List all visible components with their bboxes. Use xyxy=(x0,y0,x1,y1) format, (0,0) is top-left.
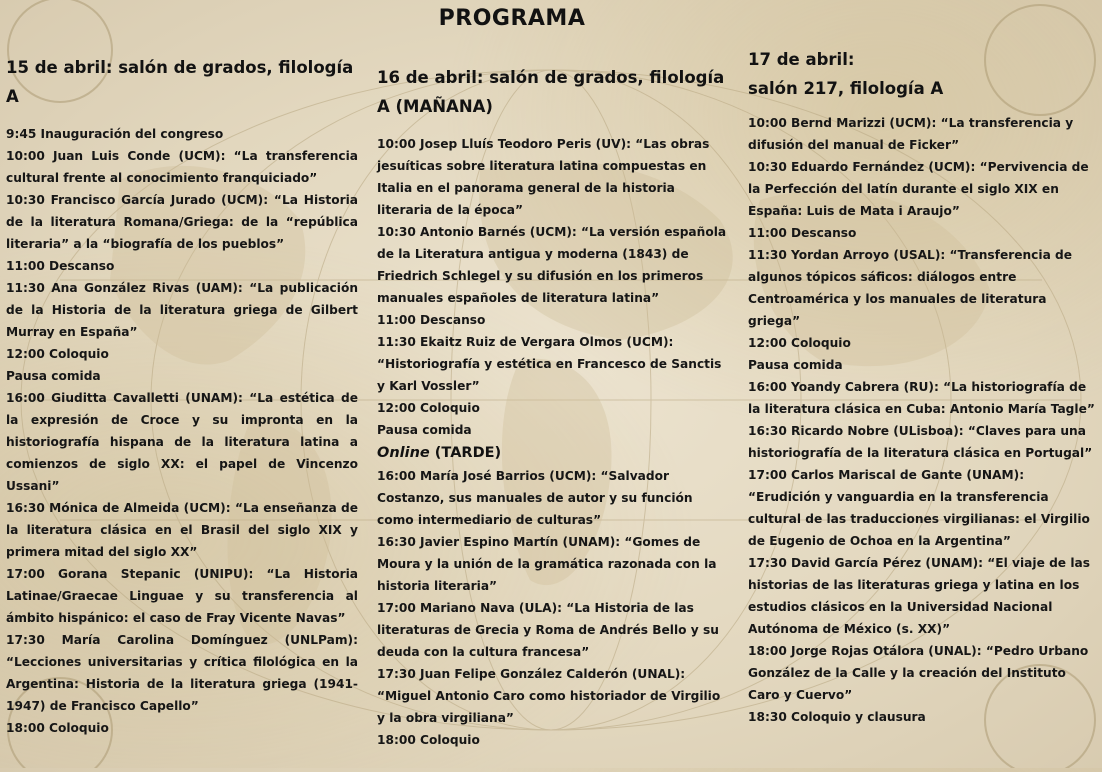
column-heading: 15 de abril: salón de grados, filología A xyxy=(6,58,354,106)
schedule-item: 11:30 Ana González Rivas (UAM): “La publicación de la Historia de la literatura griega de Gilbert Murray en España” xyxy=(6,281,358,339)
schedule-item: 17:30 María Carolina Domínguez (UNLPam): “Lecciones universitarias y crítica filológica en la Argentina: Historia de la literatura griega (1941-1947) de Francisco Capello” xyxy=(6,633,358,713)
schedule-item: 17:30 David García Pérez (UNAM): “El viaje de las historias de las literaturas griega y latina en los estudios clásicos en la Universidad Nacional Autónoma de México (s. XX)” xyxy=(748,556,1090,636)
column-april-16 xyxy=(377,0,732,751)
schedule-item: 11:00 Descanso xyxy=(6,259,115,273)
schedule-item: 18:00 Coloquio xyxy=(377,733,480,747)
schedule-list xyxy=(748,112,1100,728)
schedule-list xyxy=(6,123,358,739)
schedule-item: 12:00 Coloquio xyxy=(748,336,851,350)
schedule-item: 16:00 Giuditta Cavalletti (UNAM): “La estética de la expresión de Croce y su impronta en la historiografía hispana de la literatura latina a comienzos de siglo XX: el papel de Vincenzo Ussani” xyxy=(6,391,358,493)
schedule-item: 16:00 Yoandy Cabrera (RU): “La historiografía de la literatura clásica en Cuba: Antonio María Tagle” xyxy=(748,380,1095,416)
schedule-item: 10:00 Juan Luis Conde (UCM): “La transferencia cultural frente al conocimiento franquiciado” xyxy=(6,149,358,185)
schedule-list-morning xyxy=(377,133,732,441)
column-heading xyxy=(748,45,1100,103)
schedule-item: 17:30 Juan Felipe González Calderón (UNAL): “Miguel Antonio Caro como historiador de Virgilio y la obra virgiliana” xyxy=(377,667,721,725)
schedule-item: 18:00 Jorge Rojas Otálora (UNAL): “Pedro Urbano González de la Calle y la creación del Instituto Caro y Cuervo” xyxy=(748,644,1089,702)
schedule-item: 10:30 Eduardo Fernández (UCM): “Pervivencia de la Perfección del latín durante el siglo XIX en España: Luis de Mata i Araujo” xyxy=(748,160,1089,218)
schedule-item: 16:30 Mónica de Almeida (UCM): “La enseñanza de la literatura clásica en el Brasil del siglo XIX y primera mitad del siglo XX” xyxy=(6,501,358,559)
schedule-item: Pausa comida xyxy=(6,369,101,383)
page-title: PROGRAMA xyxy=(438,6,586,31)
schedule-item: 17:00 Gorana Stepanic (UNIPU): “La Historia Latinae/Graecae Linguae y su transferencia al ámbito hispánico: el caso de Fray Vicente Navas” xyxy=(6,567,358,625)
schedule-item: 11:30 Ekaitz Ruiz de Vergara Olmos (UCM): “Historiografía y estética en Francesco de Sanctis y Karl Vossler” xyxy=(377,335,722,393)
column-april-17 xyxy=(748,0,1100,728)
column-april-15 xyxy=(6,0,358,739)
schedule-item: 12:00 Coloquio xyxy=(377,401,480,415)
schedule-item: 16:00 María José Barrios (UCM): “Salvador Costanzo, sus manuales de autor y su función como intermediario de culturas” xyxy=(377,469,693,527)
schedule-item: 12:00 Coloquio xyxy=(6,347,109,361)
schedule-item: 11:30 Yordan Arroyo (USAL): “Transferencia de algunos tópicos sáficos: diálogos entre Centroamérica y los manuales de literatura griega” xyxy=(748,248,1073,328)
schedule-item: 17:00 Carlos Mariscal de Gante (UNAM): “Erudición y vanguardia en la transferencia cultural de las traducciones virgilianas: el Virgilio de Eugenio de Ochoa en la Argentina” xyxy=(748,468,1090,548)
afternoon-subheading xyxy=(377,442,732,465)
online-label: Online xyxy=(377,445,430,461)
schedule-item: 11:00 Descanso xyxy=(377,313,486,327)
schedule-item: 18:00 Coloquio xyxy=(6,721,109,735)
schedule-item: 10:30 Francisco García Jurado (UCM): “La Historia de la literatura Romana/Griega: de la “república literaria” a la “biografía de los pueblos” xyxy=(6,193,358,251)
afternoon-label: (TARDE) xyxy=(429,445,502,461)
schedule-item: 9:45 Inauguración del congreso xyxy=(6,127,224,141)
schedule-list-afternoon xyxy=(377,465,732,751)
schedule-item: Pausa comida xyxy=(377,423,472,437)
column-heading: 16 de abril: salón de grados, filología A (MAÑANA) xyxy=(377,68,725,116)
schedule-item: 10:00 Josep Lluís Teodoro Peris (UV): “Las obras jesuíticas sobre literatura latina compuestas en Italia en el panorama general de la historia literaria de la época” xyxy=(377,137,710,217)
schedule-item: 10:30 Antonio Barnés (UCM): “La versión española de la Literatura antigua y moderna (1843) de Friedrich Schlegel y su difusión en los primeros manuales españoles de literatura latina” xyxy=(377,225,727,305)
schedule-item: 17:00 Mariano Nava (ULA): “La Historia de las literaturas de Grecia y Roma de Andrés Bello y su deuda con la cultura francesa” xyxy=(377,601,719,659)
schedule-item: 16:30 Javier Espino Martín (UNAM): “Gomes de Moura y la unión de la gramática razonada con la historia literaria” xyxy=(377,535,717,593)
schedule-item: 16:30 Ricardo Nobre (ULisboa): “Claves para una historiografía de la literatura clásica en Portugal” xyxy=(748,424,1093,460)
schedule-item: 11:00 Descanso xyxy=(748,226,857,240)
schedule-item: 10:00 Bernd Marizzi (UCM): “La transferencia y difusión del manual de Ficker” xyxy=(748,116,1074,152)
schedule-item: 18:30 Coloquio y clausura xyxy=(748,710,926,724)
schedule-item: Pausa comida xyxy=(748,358,843,372)
column-heading-date: 17 de abril: xyxy=(748,50,855,69)
column-heading-room: salón 217, filología A xyxy=(748,79,944,98)
